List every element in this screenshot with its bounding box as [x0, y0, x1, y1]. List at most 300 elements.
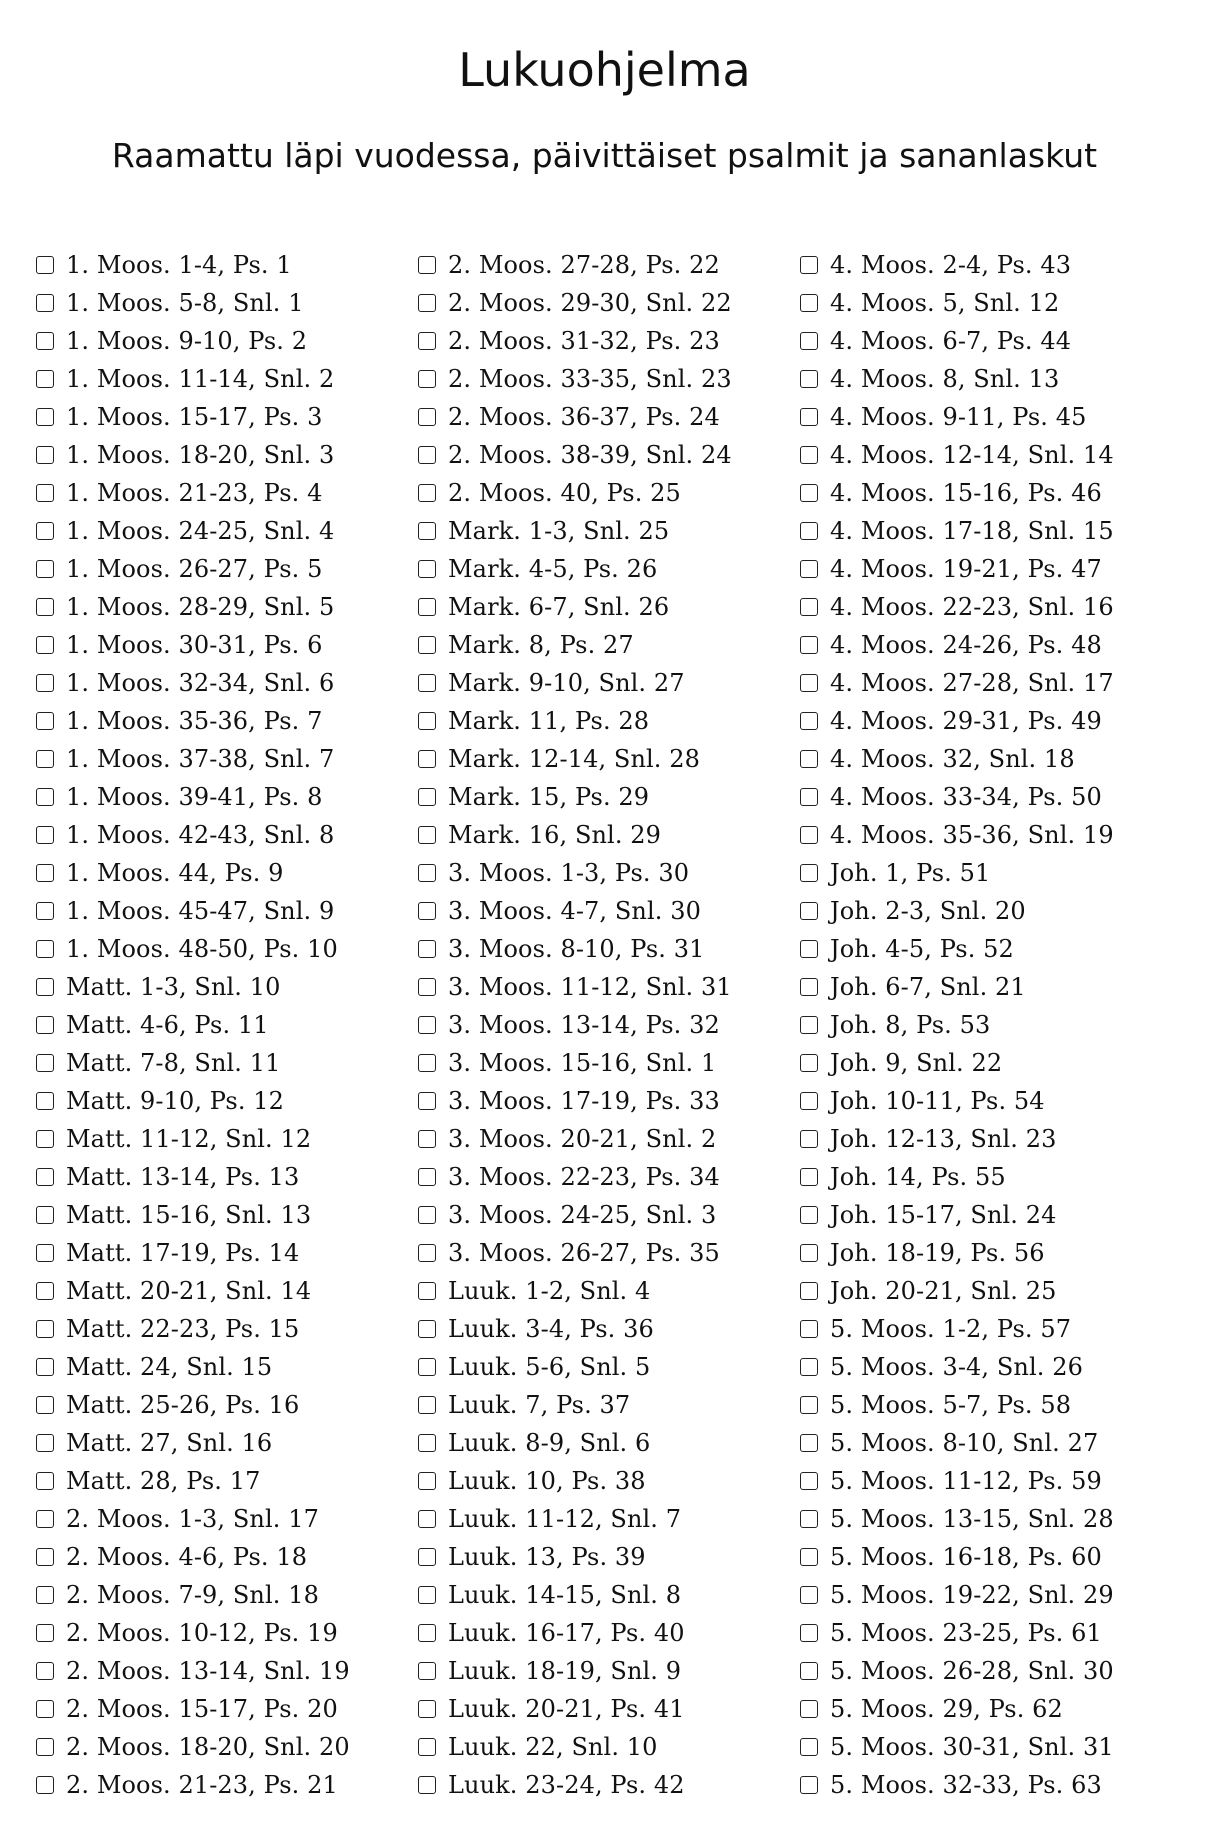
reading-item[interactable] — [418, 1424, 798, 1462]
reading-item[interactable] — [36, 1386, 416, 1424]
checkbox[interactable] — [418, 446, 436, 464]
checkbox[interactable] — [800, 712, 818, 730]
checkbox[interactable] — [418, 1548, 436, 1566]
reading-item[interactable] — [800, 550, 1180, 588]
checkbox[interactable] — [418, 1168, 436, 1186]
reading-item[interactable] — [800, 1348, 1180, 1386]
checkbox[interactable] — [36, 522, 54, 540]
reading-item[interactable] — [36, 1690, 416, 1728]
reading-item[interactable] — [418, 436, 798, 474]
checkbox[interactable] — [36, 1206, 54, 1224]
reading-item[interactable] — [418, 1728, 798, 1766]
reading-item[interactable] — [36, 246, 416, 284]
reading-item[interactable] — [418, 360, 798, 398]
reading-item[interactable] — [418, 398, 798, 436]
reading-item[interactable] — [800, 1614, 1180, 1652]
reading-item[interactable] — [800, 474, 1180, 512]
checkbox[interactable] — [36, 408, 54, 426]
checkbox[interactable] — [36, 332, 54, 350]
reading-item-label: 2. Moos. 7-9, Snl. 18 — [66, 1581, 319, 1609]
reading-item-label: Mark. 12-14, Snl. 28 — [448, 745, 700, 773]
reading-item[interactable] — [36, 1272, 416, 1310]
reading-item-label: 1. Moos. 11-14, Snl. 2 — [66, 365, 335, 393]
checkbox[interactable] — [800, 1320, 818, 1338]
reading-item[interactable] — [418, 1158, 798, 1196]
checkbox[interactable] — [36, 1396, 54, 1414]
checkbox[interactable] — [418, 1510, 436, 1528]
reading-item[interactable] — [800, 1006, 1180, 1044]
checkbox[interactable] — [36, 256, 54, 274]
checkbox[interactable] — [418, 294, 436, 312]
reading-item[interactable] — [800, 1728, 1180, 1766]
checkbox[interactable] — [800, 1472, 818, 1490]
reading-item[interactable] — [800, 246, 1180, 284]
checkbox[interactable] — [36, 1548, 54, 1566]
reading-item-label: 1. Moos. 1-4, Ps. 1 — [66, 251, 292, 279]
reading-item[interactable] — [800, 1196, 1180, 1234]
checkbox[interactable] — [418, 826, 436, 844]
checkbox[interactable] — [800, 826, 818, 844]
reading-item-label: Luuk. 10, Ps. 38 — [448, 1467, 646, 1495]
reading-item-label: 1. Moos. 15-17, Ps. 3 — [66, 403, 323, 431]
checkbox[interactable] — [36, 1510, 54, 1528]
checkbox[interactable] — [800, 1092, 818, 1110]
reading-item[interactable] — [36, 664, 416, 702]
reading-item[interactable] — [36, 284, 416, 322]
checkbox[interactable] — [36, 1092, 54, 1110]
reading-item[interactable] — [418, 284, 798, 322]
reading-item[interactable] — [36, 1234, 416, 1272]
reading-item[interactable] — [36, 854, 416, 892]
checkbox[interactable] — [800, 332, 818, 350]
reading-item[interactable] — [800, 322, 1180, 360]
reading-item[interactable] — [36, 1462, 416, 1500]
reading-item[interactable] — [418, 1348, 798, 1386]
checkbox[interactable] — [36, 636, 54, 654]
reading-item-label: 5. Moos. 5-7, Ps. 58 — [830, 1391, 1072, 1419]
reading-item[interactable] — [800, 1766, 1180, 1804]
reading-item-label: Joh. 6-7, Snl. 21 — [830, 973, 1026, 1001]
reading-item-label: Luuk. 3-4, Ps. 36 — [448, 1315, 654, 1343]
reading-item[interactable] — [418, 816, 798, 854]
checkbox[interactable] — [36, 1320, 54, 1338]
checkbox[interactable] — [800, 1358, 818, 1376]
checkbox[interactable] — [36, 750, 54, 768]
checkbox[interactable] — [36, 826, 54, 844]
checkbox[interactable] — [800, 1054, 818, 1072]
checkbox[interactable] — [36, 788, 54, 806]
reading-item[interactable] — [418, 664, 798, 702]
reading-item[interactable] — [800, 1310, 1180, 1348]
reading-item-label: Matt. 11-12, Snl. 12 — [66, 1125, 312, 1153]
reading-item-label: 1. Moos. 21-23, Ps. 4 — [66, 479, 323, 507]
checkbox[interactable] — [36, 1130, 54, 1148]
reading-item-label: 4. Moos. 29-31, Ps. 49 — [830, 707, 1102, 735]
reading-item[interactable] — [800, 892, 1180, 930]
checkbox[interactable] — [36, 1700, 54, 1718]
reading-item[interactable] — [800, 398, 1180, 436]
reading-item[interactable] — [800, 1044, 1180, 1082]
reading-item[interactable] — [800, 816, 1180, 854]
reading-item[interactable] — [418, 588, 798, 626]
reading-item[interactable] — [800, 512, 1180, 550]
reading-item[interactable] — [36, 474, 416, 512]
reading-item-label: Mark. 9-10, Snl. 27 — [448, 669, 685, 697]
checkbox[interactable] — [418, 1738, 436, 1756]
checkbox[interactable] — [418, 902, 436, 920]
reading-item[interactable] — [418, 1690, 798, 1728]
reading-item[interactable] — [36, 1728, 416, 1766]
reading-item-label: Joh. 8, Ps. 53 — [830, 1011, 991, 1039]
checkbox[interactable] — [800, 294, 818, 312]
reading-item[interactable] — [418, 1006, 798, 1044]
checkbox[interactable] — [418, 674, 436, 692]
checkbox[interactable] — [418, 636, 436, 654]
checkbox[interactable] — [36, 1168, 54, 1186]
page-subtitle: Raamattu läpi vuodessa, päivittäiset psalmit ja sananlaskut — [111, 136, 1098, 175]
reading-item[interactable] — [36, 1310, 416, 1348]
reading-item[interactable] — [36, 398, 416, 436]
checkbox[interactable] — [418, 864, 436, 882]
checkbox[interactable] — [800, 1434, 818, 1452]
checkbox[interactable] — [800, 446, 818, 464]
checkbox[interactable] — [418, 1662, 436, 1680]
reading-item[interactable] — [36, 1500, 416, 1538]
reading-item[interactable] — [36, 816, 416, 854]
reading-item[interactable] — [800, 1462, 1180, 1500]
checkbox[interactable] — [36, 294, 54, 312]
checkbox[interactable] — [418, 1054, 436, 1072]
reading-item[interactable] — [36, 1120, 416, 1158]
checkbox[interactable] — [418, 1016, 436, 1034]
reading-item[interactable] — [800, 1234, 1180, 1272]
reading-item[interactable] — [800, 1652, 1180, 1690]
reading-item[interactable] — [800, 360, 1180, 398]
checkbox[interactable] — [418, 1244, 436, 1262]
checkbox[interactable] — [418, 256, 436, 274]
reading-item-label: 4. Moos. 22-23, Snl. 16 — [830, 593, 1114, 621]
checkbox[interactable] — [800, 978, 818, 996]
reading-item[interactable] — [800, 1120, 1180, 1158]
checkbox[interactable] — [418, 1282, 436, 1300]
checkbox[interactable] — [36, 1738, 54, 1756]
checkbox[interactable] — [36, 1358, 54, 1376]
reading-item-label: 2. Moos. 4-6, Ps. 18 — [66, 1543, 308, 1571]
checkbox[interactable] — [800, 902, 818, 920]
checkbox[interactable] — [418, 332, 436, 350]
reading-item[interactable] — [36, 360, 416, 398]
reading-item[interactable] — [36, 436, 416, 474]
reading-item[interactable] — [36, 512, 416, 550]
reading-item[interactable] — [36, 968, 416, 1006]
reading-item[interactable] — [418, 930, 798, 968]
checkbox[interactable] — [800, 256, 818, 274]
checkbox[interactable] — [418, 484, 436, 502]
reading-item[interactable] — [36, 1006, 416, 1044]
reading-item-label: Luuk. 1-2, Snl. 4 — [448, 1277, 651, 1305]
reading-item[interactable] — [800, 588, 1180, 626]
reading-item[interactable] — [36, 1044, 416, 1082]
reading-item[interactable] — [36, 702, 416, 740]
reading-item[interactable] — [418, 1272, 798, 1310]
reading-item[interactable] — [36, 1348, 416, 1386]
reading-item-label: Mark. 15, Ps. 29 — [448, 783, 650, 811]
checkbox[interactable] — [418, 940, 436, 958]
reading-item[interactable] — [36, 1614, 416, 1652]
checkbox[interactable] — [418, 560, 436, 578]
reading-item[interactable] — [418, 968, 798, 1006]
checkbox[interactable] — [36, 1624, 54, 1642]
reading-item-label: Luuk. 20-21, Ps. 41 — [448, 1695, 685, 1723]
reading-item-label: 4. Moos. 17-18, Snl. 15 — [830, 517, 1114, 545]
reading-item[interactable] — [418, 512, 798, 550]
checkbox[interactable] — [36, 1662, 54, 1680]
reading-item[interactable] — [36, 322, 416, 360]
reading-item-label: 4. Moos. 27-28, Snl. 17 — [830, 669, 1114, 697]
reading-item-label: 5. Moos. 1-2, Ps. 57 — [830, 1315, 1072, 1343]
checkbox[interactable] — [800, 940, 818, 958]
reading-item[interactable] — [418, 1538, 798, 1576]
checkbox[interactable] — [800, 1510, 818, 1528]
reading-item[interactable] — [36, 740, 416, 778]
reading-item-label: 4. Moos. 19-21, Ps. 47 — [830, 555, 1102, 583]
checkbox[interactable] — [36, 1434, 54, 1452]
checkbox[interactable] — [36, 674, 54, 692]
reading-item-label: Joh. 10-11, Ps. 54 — [830, 1087, 1045, 1115]
checkbox[interactable] — [36, 902, 54, 920]
reading-item-label: 3. Moos. 11-12, Snl. 31 — [448, 973, 732, 1001]
reading-item-label: 1. Moos. 44, Ps. 9 — [66, 859, 284, 887]
checkbox[interactable] — [800, 522, 818, 540]
reading-item[interactable] — [36, 1424, 416, 1462]
reading-item[interactable] — [418, 626, 798, 664]
reading-item[interactable] — [800, 626, 1180, 664]
checkbox[interactable] — [418, 1472, 436, 1490]
checkbox[interactable] — [800, 1776, 818, 1794]
checkbox[interactable] — [800, 1396, 818, 1414]
reading-item[interactable] — [800, 778, 1180, 816]
checkbox[interactable] — [36, 1016, 54, 1034]
reading-item[interactable] — [418, 1234, 798, 1272]
reading-item[interactable] — [800, 1386, 1180, 1424]
reading-column-2 — [418, 246, 798, 1804]
reading-item-label: 1. Moos. 9-10, Ps. 2 — [66, 327, 308, 355]
reading-item[interactable] — [418, 740, 798, 778]
reading-item[interactable] — [418, 474, 798, 512]
checkbox[interactable] — [36, 940, 54, 958]
checkbox[interactable] — [800, 560, 818, 578]
checkbox[interactable] — [800, 1244, 818, 1262]
reading-item-label: 5. Moos. 32-33, Ps. 63 — [830, 1771, 1102, 1799]
checkbox[interactable] — [418, 1092, 436, 1110]
checkbox[interactable] — [418, 712, 436, 730]
checkbox[interactable] — [800, 1130, 818, 1148]
checkbox[interactable] — [800, 1548, 818, 1566]
reading-item-label: 4. Moos. 9-11, Ps. 45 — [830, 403, 1087, 431]
reading-item-label: Mark. 11, Ps. 28 — [448, 707, 650, 735]
reading-item-label: Matt. 28, Ps. 17 — [66, 1467, 261, 1495]
checkbox[interactable] — [418, 750, 436, 768]
reading-item[interactable] — [418, 322, 798, 360]
checkbox[interactable] — [418, 1586, 436, 1604]
reading-item-label: Joh. 14, Ps. 55 — [830, 1163, 1006, 1191]
checkbox[interactable] — [800, 1586, 818, 1604]
reading-item[interactable] — [36, 1766, 416, 1804]
reading-item[interactable] — [800, 930, 1180, 968]
reading-item[interactable] — [800, 1424, 1180, 1462]
checkbox[interactable] — [36, 1586, 54, 1604]
reading-item[interactable] — [800, 1538, 1180, 1576]
reading-item[interactable] — [418, 1652, 798, 1690]
reading-item[interactable] — [800, 436, 1180, 474]
reading-item[interactable] — [800, 968, 1180, 1006]
reading-item[interactable] — [36, 588, 416, 626]
reading-item[interactable] — [800, 1690, 1180, 1728]
reading-item-label: 3. Moos. 1-3, Ps. 30 — [448, 859, 690, 887]
reading-item[interactable] — [418, 892, 798, 930]
checkbox[interactable] — [418, 1434, 436, 1452]
checkbox[interactable] — [36, 712, 54, 730]
reading-item-label: Mark. 6-7, Snl. 26 — [448, 593, 670, 621]
reading-item[interactable] — [800, 1082, 1180, 1120]
checkbox[interactable] — [800, 1282, 818, 1300]
reading-item-label: Mark. 1-3, Snl. 25 — [448, 517, 670, 545]
reading-item[interactable] — [800, 1500, 1180, 1538]
checkbox[interactable] — [418, 1320, 436, 1338]
checkbox[interactable] — [418, 1396, 436, 1414]
checkbox[interactable] — [36, 1282, 54, 1300]
reading-item-label: 2. Moos. 18-20, Snl. 20 — [66, 1733, 350, 1761]
reading-item[interactable] — [418, 702, 798, 740]
checkbox[interactable] — [418, 370, 436, 388]
reading-item-label: 5. Moos. 30-31, Snl. 31 — [830, 1733, 1114, 1761]
reading-item[interactable] — [800, 664, 1180, 702]
checkbox[interactable] — [800, 1738, 818, 1756]
checkbox[interactable] — [800, 408, 818, 426]
reading-item[interactable] — [800, 1272, 1180, 1310]
reading-item-label: 1. Moos. 28-29, Snl. 5 — [66, 593, 335, 621]
reading-item-label: 1. Moos. 35-36, Ps. 7 — [66, 707, 323, 735]
checkbox[interactable] — [418, 522, 436, 540]
checkbox[interactable] — [800, 1016, 818, 1034]
reading-item[interactable] — [800, 1576, 1180, 1614]
reading-item-label: 3. Moos. 22-23, Ps. 34 — [448, 1163, 720, 1191]
reading-item[interactable] — [418, 1386, 798, 1424]
checkbox[interactable] — [418, 1624, 436, 1642]
reading-item[interactable] — [800, 854, 1180, 892]
reading-item[interactable] — [418, 1196, 798, 1234]
checkbox[interactable] — [36, 370, 54, 388]
reading-item[interactable] — [418, 550, 798, 588]
reading-item[interactable] — [418, 1614, 798, 1652]
reading-item-label: Luuk. 8-9, Snl. 6 — [448, 1429, 651, 1457]
reading-item[interactable] — [800, 702, 1180, 740]
checkbox[interactable] — [418, 1776, 436, 1794]
reading-item-label: Matt. 13-14, Ps. 13 — [66, 1163, 300, 1191]
reading-item-label: 5. Moos. 23-25, Ps. 61 — [830, 1619, 1102, 1647]
reading-item[interactable] — [36, 1082, 416, 1120]
checkbox[interactable] — [800, 1662, 818, 1680]
checkbox[interactable] — [418, 1130, 436, 1148]
reading-item-label: 5. Moos. 11-12, Ps. 59 — [830, 1467, 1102, 1495]
reading-item[interactable] — [418, 1462, 798, 1500]
checkbox[interactable] — [418, 1700, 436, 1718]
reading-item[interactable] — [36, 1196, 416, 1234]
reading-item[interactable] — [36, 550, 416, 588]
reading-item[interactable] — [418, 854, 798, 892]
reading-item[interactable] — [418, 1500, 798, 1538]
reading-item[interactable] — [418, 1576, 798, 1614]
checkbox[interactable] — [800, 1700, 818, 1718]
reading-item-label: 1. Moos. 45-47, Snl. 9 — [66, 897, 335, 925]
checkbox[interactable] — [800, 636, 818, 654]
reading-item-label: 1. Moos. 39-41, Ps. 8 — [66, 783, 323, 811]
reading-item[interactable] — [418, 1310, 798, 1348]
checkbox[interactable] — [36, 598, 54, 616]
checkbox[interactable] — [418, 598, 436, 616]
checkbox[interactable] — [36, 1776, 54, 1794]
reading-item[interactable] — [418, 246, 798, 284]
checkbox[interactable] — [36, 864, 54, 882]
checkbox[interactable] — [800, 370, 818, 388]
checkbox[interactable] — [36, 1244, 54, 1262]
checkbox[interactable] — [418, 408, 436, 426]
checkbox[interactable] — [800, 788, 818, 806]
reading-item[interactable] — [418, 1082, 798, 1120]
checkbox[interactable] — [36, 560, 54, 578]
checkbox[interactable] — [800, 750, 818, 768]
reading-item-label: Matt. 4-6, Ps. 11 — [66, 1011, 269, 1039]
reading-item[interactable] — [36, 1652, 416, 1690]
reading-item[interactable] — [36, 1576, 416, 1614]
reading-item[interactable] — [800, 284, 1180, 322]
checkbox[interactable] — [800, 674, 818, 692]
checkbox[interactable] — [800, 864, 818, 882]
checkbox[interactable] — [418, 788, 436, 806]
checkbox[interactable] — [800, 1206, 818, 1224]
reading-item-label: 1. Moos. 26-27, Ps. 5 — [66, 555, 323, 583]
reading-item[interactable] — [36, 626, 416, 664]
reading-item[interactable] — [418, 1044, 798, 1082]
reading-item-label: 2. Moos. 33-35, Snl. 23 — [448, 365, 732, 393]
reading-item[interactable] — [36, 778, 416, 816]
reading-item[interactable] — [418, 1120, 798, 1158]
reading-item-label: Joh. 20-21, Snl. 25 — [830, 1277, 1057, 1305]
checkbox[interactable] — [36, 1054, 54, 1072]
reading-item-label: Matt. 22-23, Ps. 15 — [66, 1315, 300, 1343]
checkbox[interactable] — [800, 1168, 818, 1186]
reading-item[interactable] — [418, 1766, 798, 1804]
reading-item-label: 2. Moos. 31-32, Ps. 23 — [448, 327, 720, 355]
reading-item[interactable] — [36, 1158, 416, 1196]
reading-item[interactable] — [800, 1158, 1180, 1196]
reading-item[interactable] — [36, 1538, 416, 1576]
checkbox[interactable] — [800, 598, 818, 616]
checkbox[interactable] — [36, 446, 54, 464]
reading-item[interactable] — [418, 778, 798, 816]
checkbox[interactable] — [800, 484, 818, 502]
checkbox[interactable] — [418, 1206, 436, 1224]
checkbox[interactable] — [418, 1358, 436, 1376]
checkbox[interactable] — [800, 1624, 818, 1642]
reading-item[interactable] — [36, 892, 416, 930]
checkbox[interactable] — [36, 1472, 54, 1490]
checkbox[interactable] — [36, 978, 54, 996]
checkbox[interactable] — [36, 484, 54, 502]
checkbox[interactable] — [418, 978, 436, 996]
reading-item[interactable] — [36, 930, 416, 968]
reading-item[interactable] — [800, 740, 1180, 778]
